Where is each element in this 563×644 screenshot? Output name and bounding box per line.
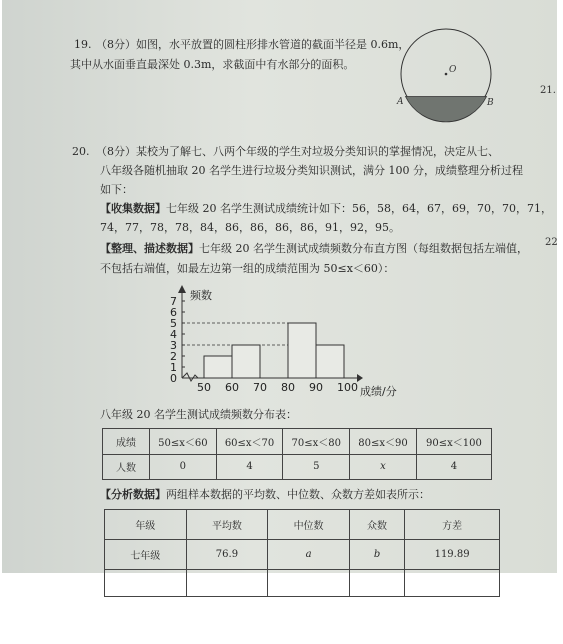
statistics-table-header-cell: 方差 <box>405 510 500 540</box>
analysis-text: 两组样本数据的平均数、中位数、众数方差如表所示： <box>166 488 430 501</box>
statistics-table-header-row <box>105 510 500 540</box>
statistics-table-cell: a <box>268 540 350 570</box>
statistics-table-cell <box>349 570 404 597</box>
collect-data-tag: 【收集数据】 <box>100 202 166 215</box>
point-b-label: B <box>487 98 494 108</box>
frequency-table-header-cell: 60≤x＜70 <box>216 429 283 455</box>
edge-question-number-22: 22 <box>545 237 558 248</box>
statistics-table-cell: 76.9 <box>186 540 268 570</box>
histogram-y-axis-arrow <box>178 285 186 293</box>
describe-data-line2: 不包括右端值，如最左边第一组的成绩范围为 50≤x＜60）： <box>100 262 395 275</box>
q20-number: 20. <box>72 145 90 158</box>
edge-question-number-21: 21. <box>540 85 556 96</box>
histogram-y-tick-label: 4 <box>170 328 177 341</box>
statistics-table <box>104 509 500 597</box>
statistics-table-cut-row <box>105 570 500 597</box>
statistics-table-header-cell: 中位数 <box>268 510 350 540</box>
q19-number: 19. <box>74 38 92 51</box>
histogram-x-tick-label: 70 <box>253 381 267 394</box>
grade8-frequency-table <box>102 428 492 480</box>
center-point <box>445 73 448 76</box>
collect-data-line1 <box>100 202 552 216</box>
statistics-table-cell <box>405 570 500 597</box>
collect-data-line2: 74，77，78，78，84，86，86，86，86，91，92，95。 <box>100 221 400 234</box>
water-segment <box>406 97 487 122</box>
describe-data-text1: 七年级 20 名学生测试成绩频数分布直方图（每组数据包括左端值， <box>199 242 528 255</box>
point-a-label: A <box>397 97 404 107</box>
q20-line2: 八年级各随机抽取 20 名学生进行垃圾分类知识测试，满分 100 分，成绩整理分析过程 <box>100 164 523 177</box>
q20-line3: 如下： <box>100 183 133 196</box>
frequency-table-header-cell: 50≤x＜60 <box>150 429 217 455</box>
frequency-table-header-cell: 成绩 <box>103 429 150 455</box>
histogram-y-tick-label: 6 <box>170 306 177 319</box>
pipe-cross-section-figure <box>398 22 498 122</box>
statistics-table-header-cell: 众数 <box>349 510 404 540</box>
histogram-y-tick-label: 3 <box>170 339 177 352</box>
statistics-table-cell <box>105 570 187 597</box>
histogram-bar <box>204 356 232 378</box>
histogram-bar <box>232 345 260 378</box>
frequency-table-cell: 4 <box>216 454 283 480</box>
histogram-y-tick-label: 7 <box>170 295 177 308</box>
q19-line1: （8分）如图，水平放置的圆柱形排水管道的截面半径是 0.6m， <box>96 38 410 51</box>
collect-data-text1: 七年级 20 名学生测试成绩统计如下：56，58，64，67，69，70，70，71， <box>166 202 552 215</box>
statistics-table-cell <box>186 570 268 597</box>
histogram-x-axis-title: 成绩/分 <box>360 385 397 398</box>
histogram-x-tick-label: 100 <box>337 381 358 394</box>
statistics-table-grade7-row <box>105 540 500 570</box>
frequency-table-count-row <box>103 454 492 480</box>
statistics-table-cell: b <box>349 540 404 570</box>
frequency-table-header-cell: 90≤x＜100 <box>416 429 491 455</box>
statistics-table-header-cell: 年级 <box>105 510 187 540</box>
frequency-table-cell: 4 <box>416 454 491 480</box>
center-label: O <box>449 65 457 75</box>
histogram-y-tick-label: 5 <box>170 317 177 330</box>
histogram-x-tick-label: 90 <box>309 381 323 394</box>
q19-line2: 其中从水面垂直最深处 0.3m，求截面中有水部分的面积。 <box>70 58 355 71</box>
histogram-axis-break <box>182 373 198 381</box>
exam-paper <box>2 0 557 573</box>
frequency-table-row-label: 人数 <box>103 454 150 480</box>
statistics-table-cell <box>268 570 350 597</box>
table-caption: 八年级 20 名学生测试成绩频数分布表： <box>100 408 297 421</box>
statistics-table-header-cell: 平均数 <box>186 510 268 540</box>
histogram-x-tick-label: 80 <box>281 381 295 394</box>
analysis-line <box>100 488 430 502</box>
histogram-y-axis-title: 频数 <box>190 289 212 302</box>
frequency-table-header-cell: 80≤x＜90 <box>350 429 417 455</box>
frequency-table-cell: 0 <box>150 454 217 480</box>
describe-data-tag: 【整理、描述数据】 <box>100 242 199 255</box>
histogram-x-tick-label: 50 <box>197 381 211 394</box>
analysis-tag: 【分析数据】 <box>100 488 166 501</box>
histogram-bar <box>316 345 344 378</box>
histogram-y-tick-label: 1 <box>170 361 177 374</box>
frequency-table-cell: x <box>350 454 417 480</box>
histogram-bar <box>288 323 316 378</box>
frequency-table-header-row <box>103 429 492 455</box>
frequency-table-cell: 5 <box>283 454 350 480</box>
histogram-y-tick-label: 2 <box>170 350 177 363</box>
grade7-histogram <box>162 283 412 401</box>
frequency-table-header-cell: 70≤x＜80 <box>283 429 350 455</box>
describe-data-line1 <box>100 242 528 256</box>
statistics-table-cell: 119.89 <box>405 540 500 570</box>
histogram-x-tick-label: 60 <box>225 381 239 394</box>
q20-line1: （8分）某校为了解七、八两个年级的学生对垃圾分类知识的掌握情况，决定从七、 <box>96 145 499 158</box>
statistics-table-cell: 七年级 <box>105 540 187 570</box>
histogram-y-tick-label: 0 <box>170 372 177 385</box>
